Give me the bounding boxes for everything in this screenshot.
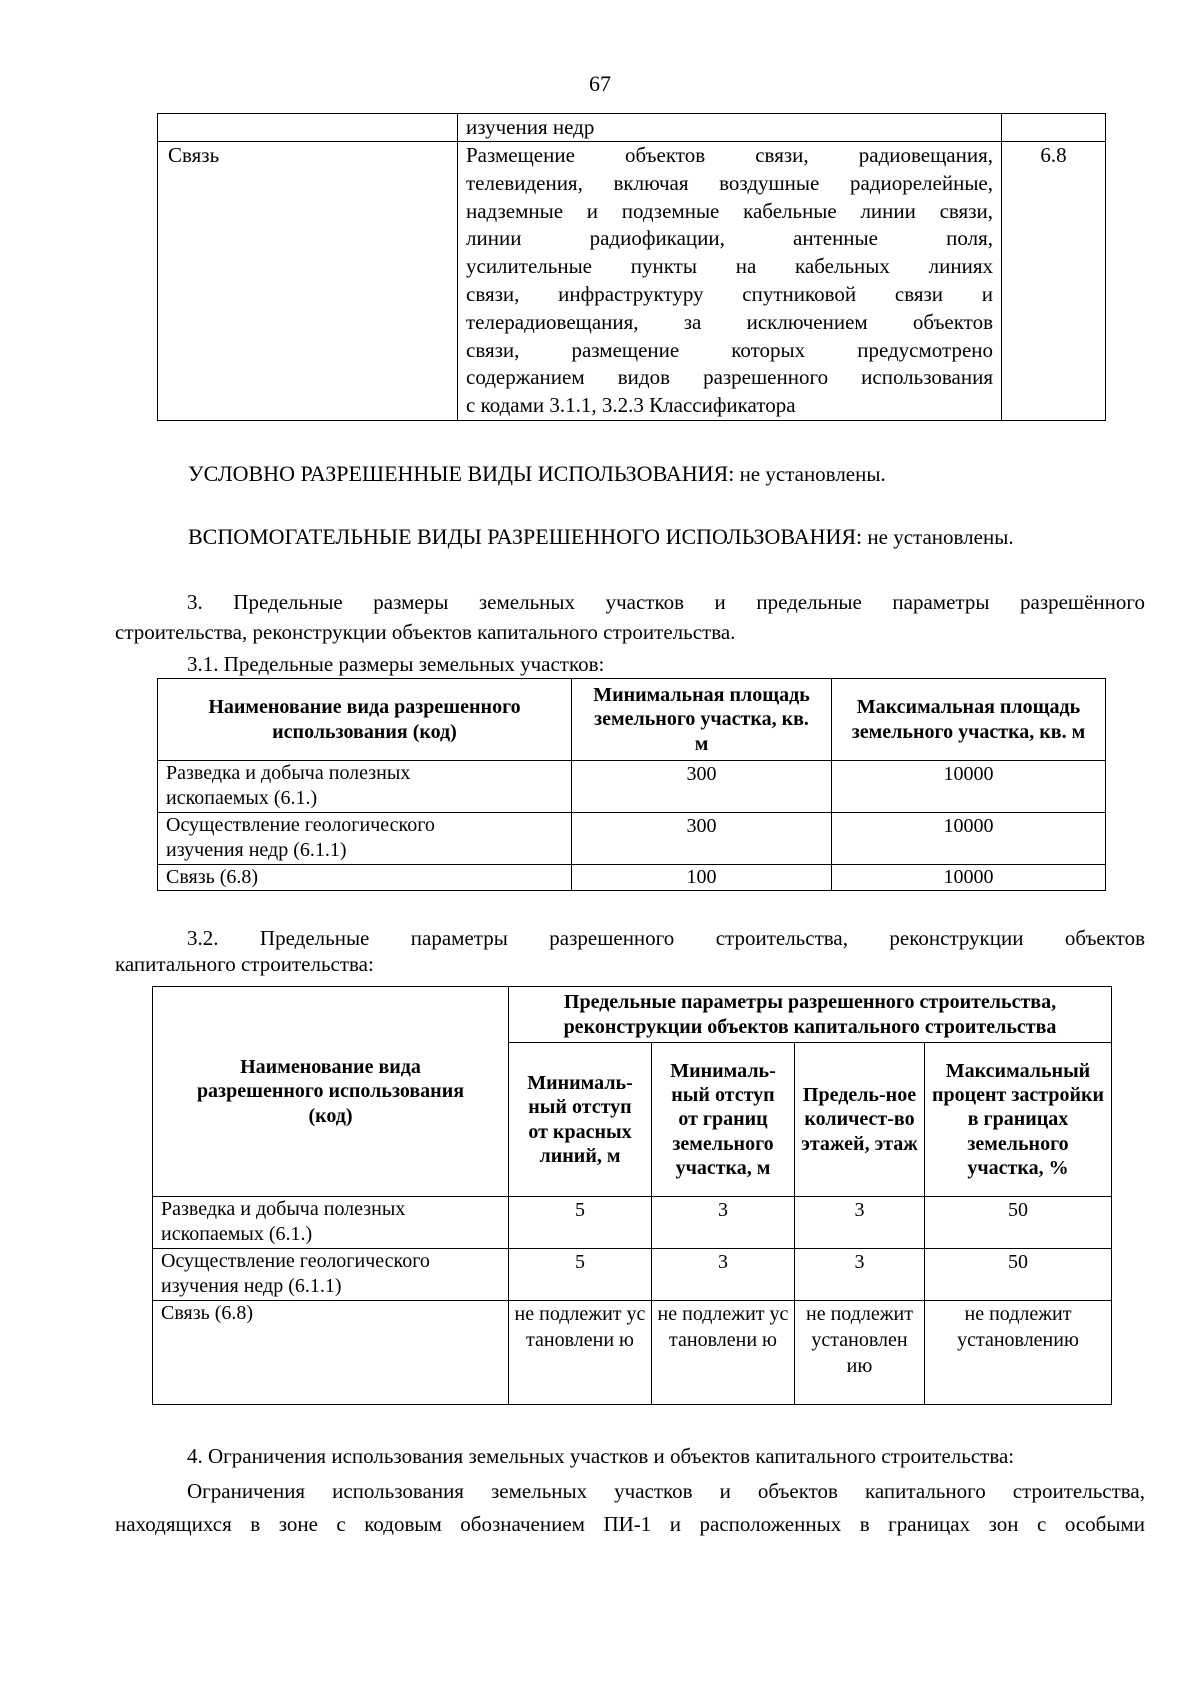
section-3-1-heading: 3.1. Предельные размеры земельных участков:: [187, 652, 605, 676]
description-line: телерадиовещания, за исключением объектов: [466, 309, 993, 334]
section-4-paragraph: [115, 1475, 1145, 1541]
table-cell-name: [158, 114, 458, 142]
permitted-uses-table: [157, 113, 1106, 421]
cell-value: 5: [509, 1197, 652, 1249]
section-3-2-paragraph: [115, 923, 1145, 979]
header-min-area: Минимальная площадь земельного участка, кв. м: [572, 679, 832, 761]
header-max-coverage: Максимальный процент застройки в границах земельного участка, %: [925, 1043, 1112, 1197]
cell-min-area: 300: [572, 761, 832, 813]
cell-use-name: Разведка и добыча полезных ископаемых (6.1.): [153, 1197, 509, 1249]
table-cell-code: 6.8: [1002, 142, 1106, 421]
header-use-name: Наименование вида разрешенного использования (код): [158, 679, 572, 761]
header-use-name: Наименование вида разрешенного использования (код): [153, 987, 509, 1197]
header-min-setback-red-lines: Минималь-ный отступ от красных линий, м: [509, 1043, 652, 1197]
cell-value: не подлежит установлени ю: [652, 1301, 795, 1405]
cell-use-name: Связь (6.8): [158, 865, 572, 891]
section-3-paragraph: [115, 587, 1145, 647]
header-max-area: Максимальная площадь земельного участка, кв. м: [832, 679, 1106, 761]
table-row: [158, 142, 1106, 421]
header-max-floors: Предель-ное количест-во этажей, этаж: [795, 1043, 925, 1197]
cell-max-area: 10000: [832, 813, 1106, 865]
description-line: изучения недр: [466, 115, 595, 139]
section-3-2-line: капитального строительства:: [115, 952, 374, 976]
table-row: [158, 813, 1106, 865]
building-parameters-table: [152, 986, 1112, 1405]
auxiliary-uses-value: не установлены.: [862, 525, 1014, 549]
table-row: [153, 1249, 1112, 1301]
table-row: [153, 1197, 1112, 1249]
page-number: 67: [589, 71, 611, 96]
cell-use-name: Осуществление геологического изучения недр (6.1.1): [158, 813, 572, 865]
section-3-line: 3. Предельные размеры земельных участков и предельные параметры разрешённого: [187, 590, 1145, 614]
section-3-line: строительства, реконструкции объектов капитального строительства.: [115, 620, 736, 644]
cell-max-area: 10000: [832, 865, 1106, 891]
cell-value: 50: [925, 1249, 1112, 1301]
description-line: связи, инфраструктуру спутниковой связи и: [466, 281, 993, 306]
table-row: [158, 114, 1106, 142]
section-4-line: Ограничения использования земельных участков и объектов капитального строительства,: [187, 1479, 1145, 1503]
description-line: связи, размещение которых предусмотрено: [466, 337, 993, 362]
cell-use-name: Осуществление геологического изучения недр (6.1.1): [153, 1249, 509, 1301]
cell-value: 5: [509, 1249, 652, 1301]
description-line: линии радиофикации, антенные поля,: [466, 226, 993, 251]
description-line: надземные и подземные кабельные линии связи,: [466, 198, 993, 223]
table-cell-code: [1002, 114, 1106, 142]
header-min-setback-boundaries: Минималь-ный отступ от границ земельного участка, м: [652, 1043, 795, 1197]
cell-value: 3: [652, 1197, 795, 1249]
table-header-row: [153, 987, 1112, 1043]
table-header-row: [158, 679, 1106, 761]
conditional-uses-value: не установлены.: [734, 462, 886, 486]
table-row: [153, 1301, 1112, 1405]
conditional-uses-line: [188, 460, 886, 489]
cell-value: 3: [795, 1197, 925, 1249]
description-line: усилительные пункты на кабельных линиях: [466, 254, 993, 279]
table-row: [158, 761, 1106, 813]
conditional-uses-label: УСЛОВНО РАЗРЕШЕННЫЕ ВИДЫ ИСПОЛЬЗОВАНИЯ:: [188, 461, 735, 486]
cell-value: 3: [795, 1249, 925, 1301]
table-cell-description: [458, 114, 1002, 142]
auxiliary-uses-label: ВСПОМОГАТЕЛЬНЫЕ ВИДЫ РАЗРЕШЕННОГО ИСПОЛЬЗОВАНИЯ:: [188, 524, 863, 549]
table-row: [158, 865, 1106, 891]
header-parameters-group: Предельные параметры разрешенного строительства, реконструкции объектов капитального строительства: [509, 987, 1112, 1043]
cell-min-area: 300: [572, 813, 832, 865]
description-line: Размещение объектов связи, радиовещания,: [466, 143, 993, 167]
description-line: с кодами 3.1.1, 3.2.3 Классификатора: [466, 393, 796, 418]
cell-value: 50: [925, 1197, 1112, 1249]
auxiliary-uses-line: [188, 523, 1014, 552]
table-cell-description: [458, 142, 1002, 421]
cell-max-area: 10000: [832, 761, 1106, 813]
section-4-heading: 4. Ограничения использования земельных участков и объектов капитального строительства:: [187, 1444, 1015, 1468]
cell-value: не подлежит установлен ию: [795, 1301, 925, 1405]
description-line: телевидения, включая воздушные радиорелейные,: [466, 170, 993, 195]
description-line: содержанием видов разрешенного использования: [466, 365, 993, 390]
cell-value: 3: [652, 1249, 795, 1301]
cell-min-area: 100: [572, 865, 832, 891]
cell-value: не подлежит установлению: [925, 1301, 1112, 1405]
section-4-line: находящихся в зоне с кодовым обозначением ПИ-1 и расположенных в границах зон с особыми: [115, 1512, 1145, 1536]
table-cell-name: Связь: [158, 142, 458, 421]
section-3-2-line: 3.2. Предельные параметры разрешенного строительства, реконструкции объектов: [187, 926, 1145, 950]
cell-use-name: Разведка и добыча полезных ископаемых (6.1.): [158, 761, 572, 813]
cell-use-name: Связь (6.8): [153, 1301, 509, 1405]
plot-size-table: [157, 678, 1106, 891]
cell-value: не подлежит установлени ю: [509, 1301, 652, 1405]
